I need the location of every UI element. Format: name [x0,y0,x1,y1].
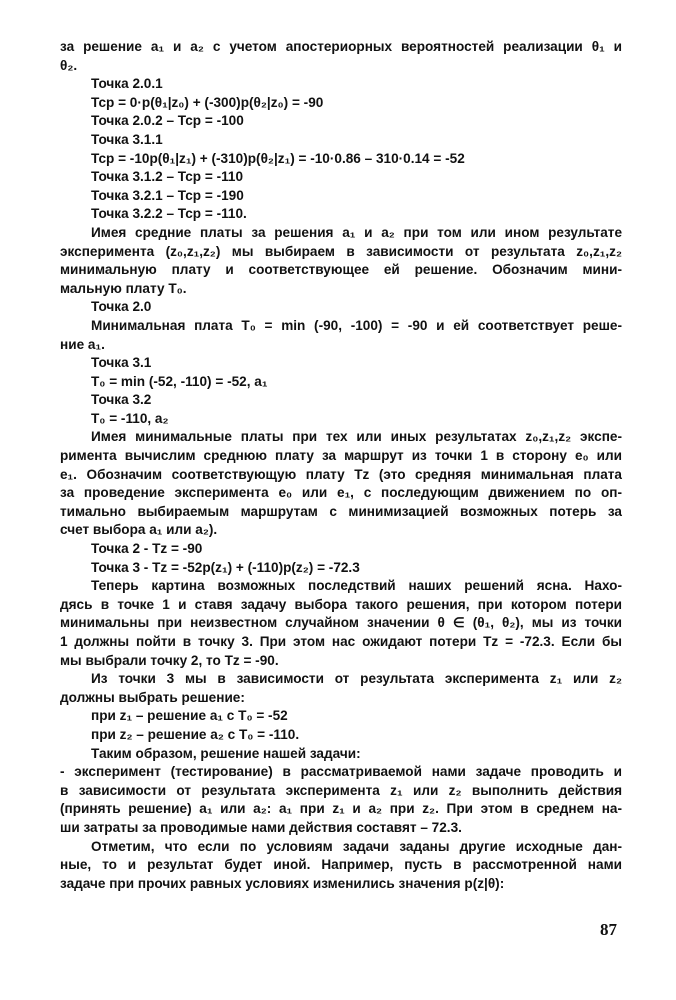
text-line: задаче при прочих равных условиях изменились значения p(z|θ): [60,875,505,891]
text-line: Точка 2.0.2 – Тср = -100 [91,113,244,129]
text-line: за проведение эксперимента е₀ или е₁, с последующим движением по оп- [60,485,622,501]
text-line: минимальную плату и соответствующее ей решение. Обозначим мини- [60,262,622,278]
text-line: минимальны при неизвестном случайном значении θ ∈ (θ₁, θ₂), мы из точки [60,615,622,631]
text-line: Точка 2.0 [91,299,152,315]
text-line: за решение а₁ и а₂ с учетом апостериорных вероятностей реализации θ₁ и [60,39,622,54]
text-line: Тср = -10p(θ₁|z₁) + (-310)p(θ₂|z₁) = -10·0.86 – 310·0.14 = -52 [91,150,465,166]
text-line: θ₂. [60,57,78,73]
text-line: Т₀ = min (-52, -110) = -52, а₁ [91,373,268,389]
text-line: эксперимента (z₀,z₁,z₂) мы выбираем в зависимости от результата z₀,z₁,z₂ [60,243,622,259]
page-number: 87 [600,920,617,939]
text-line: Точка 3 - Тz = -52p(z₁) + (-110)p(z₂) = -72.3 [91,559,360,575]
text-line: римента вычислим среднюю плату за маршрут из точки 1 в сторону е₀ или [60,448,622,464]
text-line: при z₁ – решение а₁ с Т₀ = -52 [91,708,288,724]
text-line: Точка 3.2.2 – Тср = -110. [91,206,247,222]
text-line: дясь в точке 1 и ставя задачу выбора такого решения, при котором потери [60,596,622,612]
text-line: Точка 3.1.2 – Тср = -110 [91,169,244,185]
text-line: Имея минимальные платы при тех или иных результатах z₀,z₁,z₂ экспе- [91,429,622,445]
text-line: ши затраты за проводимые нами действия составят – 72.3. [60,819,462,835]
text-line: мальную плату Т₀. [60,280,187,296]
text-line: е₁. Обозначим соответствующую плату Тz (это средняя минимальная плата [60,466,622,482]
text-line: ные, то и результат будет иной. Например, пусть в рассмотренной нами [60,857,622,873]
text-line: - эксперимент (тестирование) в рассматриваемой нами задаче проводить и [60,764,622,780]
text-line: (принять решение) а₁ или а₂: а₁ при z₁ и а₂ при z₂. При этом в среднем на- [60,801,622,817]
text-line: Из точки 3 мы в зависимости от результата эксперимента z₁ или z₂ [91,671,622,687]
text-line: Точка 3.2 [91,392,152,408]
text-line: Отметим, что если по условиям задачи заданы другие исходные дан- [91,838,622,854]
text-line: счет выбора а₁ или а₂). [60,522,218,538]
text-line: Т₀ = -110, а₂ [91,410,169,426]
text-line: Таким образом, решение нашей задачи: [91,745,361,761]
text-line: 1 должны пойти в точку 3. При этом нас ожидают потери Тz = -72.3. Если бы [60,634,622,649]
text-line: должны выбрать решение: [60,689,245,705]
text-line: при z₂ – решение а₂ с Т₀ = -110. [91,726,300,742]
text-line: в зависимости от результата эксперимента z₁ или z₂ выполнить действия [60,782,622,798]
text-line: Тср = 0·p(θ₁|z₀) + (-300)p(θ₂|z₀) = -90 [91,94,324,110]
text-line: Точка 3.1.1 [91,131,163,147]
text-line: Минимальная плата Т₀ = min (-90, -100) = -90 и ей соответствует реше- [91,317,622,333]
text-line: Точка 3.2.1 – Тср = -190 [91,187,244,203]
text-line: Точка 2 - Тz = -90 [91,541,203,557]
text-line: Имея средние платы за решения а₁ и а₂ при том или ином результате [91,224,622,240]
text-line: тимально выбираемым маршрутам с минимизацией возможных потерь за [60,503,622,519]
text-line: ние а₁. [60,336,105,352]
text-line: Точка 3.1 [91,355,152,371]
text-line: Теперь картина возможных последствий наших решений ясна. Нахо- [91,578,622,594]
page-body [60,38,622,893]
text-line: мы выбрали точку 2, то Тz = -90. [60,652,279,668]
text-line: Точка 2.0.1 [91,76,163,92]
